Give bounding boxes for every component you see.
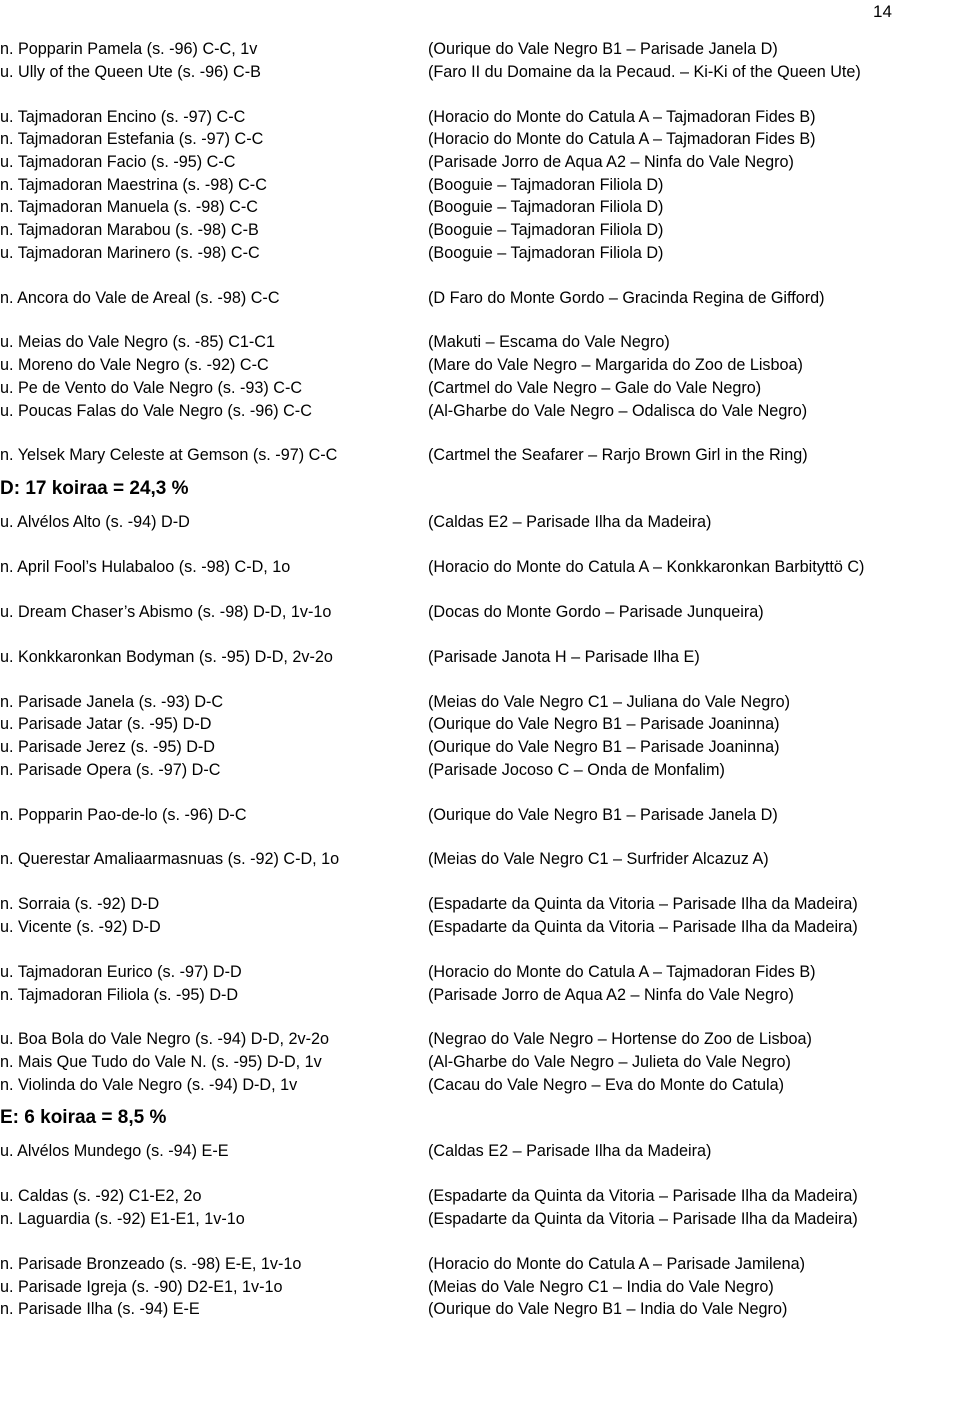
dog-name: n. Sorraia (s. -92) D-D <box>0 895 160 914</box>
dog-parents: (D Faro do Monte Gordo – Gracinda Regina de Gifford) <box>428 288 825 307</box>
dog-parents: (Horacio do Monte do Catula A – Parisade Jamilena) <box>428 1254 806 1273</box>
dog-entry <box>0 354 960 377</box>
group-heading: D: 17 koiraa = 24,3 % <box>0 478 189 500</box>
dog-parents: (Meias do Vale Negro C1 – Surfrider Alcazuz A) <box>428 850 769 869</box>
dog-name: u. Dream Chaser’s Abismo (s. -98) D-D, 1v-1o <box>0 602 332 621</box>
dog-entry <box>0 601 960 624</box>
dog-name: u. Alvélos Alto (s. -94) D-D <box>0 513 190 532</box>
dog-entry <box>0 759 960 782</box>
dog-name: u. Alvélos Mundego (s. -94) E-E <box>0 1142 229 1161</box>
spacer <box>0 422 960 444</box>
dog-entry <box>0 61 960 84</box>
dog-parents: (Booguie – Tajmadoran Filiola D) <box>428 175 664 194</box>
dog-parents: (Ourique do Vale Negro B1 – Parisade Joaninna) <box>428 737 780 756</box>
dog-name: n. Tajmadoran Filiola (s. -95) D-D <box>0 985 239 1004</box>
dog-parents: (Ourique do Vale Negro B1 – Parisade Janela D) <box>428 40 778 58</box>
dog-list <box>0 38 960 1321</box>
dog-name: n. Tajmadoran Manuela (s. -98) C-C <box>0 198 258 217</box>
dog-name: u. Boa Bola do Vale Negro (s. -94) D-D, 2v-2o <box>0 1030 329 1049</box>
spacer <box>0 826 960 848</box>
dog-parents: (Horacio do Monte do Catula A – Tajmadoran Fides B) <box>428 130 816 149</box>
dog-parents: (Docas do Monte Gordo – Parisade Junqueira) <box>428 602 764 621</box>
dog-entry <box>0 151 960 174</box>
spacer <box>0 534 960 556</box>
dog-name: n. Violinda do Vale Negro (s. -94) D-D, 1v <box>0 1075 298 1094</box>
dog-entry <box>0 646 960 669</box>
dog-parents: (Booguie – Tajmadoran Filiola D) <box>428 221 664 239</box>
dog-entry <box>0 848 960 871</box>
spacer <box>0 309 960 331</box>
dog-entry <box>0 1298 960 1321</box>
dog-name: n. Popparin Pao-de-lo (s. -96) D-C <box>0 805 247 824</box>
dog-parents: (Makuti – Escama do Vale Negro) <box>428 333 670 352</box>
dog-entry <box>0 1276 960 1299</box>
spacer <box>0 1163 960 1185</box>
dog-entry <box>0 1208 960 1231</box>
dog-entry <box>0 242 960 265</box>
dog-name: n. Tajmadoran Marabou (s. -98) C-B <box>0 221 259 239</box>
dog-entry <box>0 511 960 534</box>
dog-name: u. Tajmadoran Encino (s. -97) C-C <box>0 107 246 126</box>
dog-name: n. Parisade Opera (s. -97) D-C <box>0 760 221 779</box>
dog-parents: (Ourique do Vale Negro B1 – India do Vale Negro) <box>428 1300 788 1319</box>
spacer <box>0 624 960 646</box>
dog-entry <box>0 331 960 354</box>
dog-name: u. Vicente (s. -92) D-D <box>0 917 161 936</box>
dog-parents: (Al-Gharbe do Vale Negro – Odalisca do Vale Negro) <box>428 401 808 420</box>
dog-parents: (Parisade Jorro de Aqua A2 – Ninfa do Vale Negro) <box>428 985 794 1004</box>
dog-name: u. Poucas Falas do Vale Negro (s. -96) C-C <box>0 401 312 420</box>
dog-name: u. Tajmadoran Eurico (s. -97) D-D <box>0 962 242 981</box>
dog-parents: (Parisade Jocoso C – Onda de Monfalim) <box>428 760 725 779</box>
dog-name: u. Konkkaronkan Bodyman (s. -95) D-D, 2v-2o <box>0 647 333 666</box>
dog-name: u. Parisade Igreja (s. -90) D2-E1, 1v-1o <box>0 1277 283 1296</box>
dog-parents: (Booguie – Tajmadoran Filiola D) <box>428 198 664 217</box>
dog-entry <box>0 984 960 1007</box>
dog-entry <box>0 1185 960 1208</box>
dog-entry <box>0 691 960 714</box>
dog-entry <box>0 1028 960 1051</box>
dog-parents: (Faro II du Domaine da la Pecaud. – Ki-Ki of the Queen Ute) <box>428 62 861 81</box>
page-number: 14 <box>873 2 892 21</box>
dog-parents: (Espadarte da Quinta da Vitoria – Parisade Ilha da Madeira) <box>428 895 858 914</box>
dog-entry <box>0 736 960 759</box>
dog-parents: (Horacio do Monte do Catula A – Tajmadoran Fides B) <box>428 962 816 981</box>
dog-name: n. Tajmadoran Estefania (s. -97) C-C <box>0 130 264 149</box>
dog-entry <box>0 556 960 579</box>
dog-entry <box>0 1140 960 1163</box>
dog-entry <box>0 128 960 151</box>
dog-entry <box>0 38 960 61</box>
dog-entry <box>0 444 960 467</box>
dog-name: n. Laguardia (s. -92) E1-E1, 1v-1o <box>0 1210 245 1228</box>
dog-parents: (Espadarte da Quinta da Vitoria – Parisade Ilha da Madeira) <box>428 917 858 936</box>
dog-name: n. Yelsek Mary Celeste at Gemson (s. -97) C-C <box>0 446 338 465</box>
dog-name: u. Parisade Jatar (s. -95) D-D <box>0 715 212 734</box>
dog-parents: (Ourique do Vale Negro B1 – Parisade Janela D) <box>428 805 778 824</box>
dog-entry <box>0 219 960 242</box>
dog-entry <box>0 1074 960 1097</box>
dog-name: u. Parisade Jerez (s. -95) D-D <box>0 737 215 756</box>
dog-name: n. Parisade Ilha (s. -94) E-E <box>0 1300 200 1319</box>
dog-parents: (Parisade Janota H – Parisade Ilha E) <box>428 647 700 666</box>
dog-parents: (Ourique do Vale Negro B1 – Parisade Joaninna) <box>428 715 780 734</box>
spacer <box>0 1006 960 1028</box>
dog-parents: (Meias do Vale Negro C1 – India do Vale Negro) <box>428 1277 774 1296</box>
dog-parents: (Cartmel the Seafarer – Rarjo Brown Girl in the Ring) <box>428 446 808 465</box>
dog-parents: (Espadarte da Quinta da Vitoria – Parisade Ilha da Madeira) <box>428 1210 858 1228</box>
group-heading: E: 6 koiraa = 8,5 % <box>0 1107 167 1129</box>
dog-name: n. April Fool’s Hulabaloo (s. -98) C-D, 1o <box>0 557 291 576</box>
dog-name: u. Pe de Vento do Vale Negro (s. -93) C-C <box>0 378 303 397</box>
dog-entry <box>0 713 960 736</box>
dog-entry <box>0 1253 960 1276</box>
dog-entry <box>0 1051 960 1074</box>
dog-parents: (Cartmel do Vale Negro – Gale do Vale Negro) <box>428 378 762 397</box>
dog-entry <box>0 804 960 827</box>
dog-name: n. Tajmadoran Maestrina (s. -98) C-C <box>0 175 267 194</box>
dog-entry <box>0 377 960 400</box>
dog-parents: (Booguie – Tajmadoran Filiola D) <box>428 243 664 262</box>
dog-name: n. Parisade Bronzeado (s. -98) E-E, 1v-1o <box>0 1254 302 1273</box>
dog-entry <box>0 287 960 310</box>
dog-name: n. Ancora do Vale de Areal (s. -98) C-C <box>0 288 280 307</box>
dog-name: u. Tajmadoran Marinero (s. -98) C-C <box>0 243 260 262</box>
dog-name: n. Mais Que Tudo do Vale N. (s. -95) D-D, 1v <box>0 1053 322 1072</box>
dog-name: u. Tajmadoran Facio (s. -95) C-C <box>0 152 236 171</box>
dog-parents: (Espadarte da Quinta da Vitoria – Parisade Ilha da Madeira) <box>428 1187 858 1206</box>
dog-entry <box>0 893 960 916</box>
dog-name: u. Meias do Vale Negro (s. -85) C1-C1 <box>0 333 275 352</box>
dog-parents: (Mare do Vale Negro – Margarida do Zoo de Lisboa) <box>428 356 803 375</box>
spacer <box>0 668 960 690</box>
dog-name: u. Moreno do Vale Negro (s. -92) C-C <box>0 356 269 375</box>
dog-parents: (Cacau do Vale Negro – Eva do Monte do Catula) <box>428 1075 785 1094</box>
spacer <box>0 871 960 893</box>
spacer <box>0 939 960 961</box>
dog-entry <box>0 106 960 129</box>
dog-parents: (Caldas E2 – Parisade Ilha da Madeira) <box>428 513 712 532</box>
dog-parents: (Al-Gharbe do Vale Negro – Julieta do Vale Negro) <box>428 1053 791 1072</box>
spacer <box>0 264 960 286</box>
dog-parents: (Horacio do Monte do Catula A – Konkkaronkan Barbityttö C) <box>428 557 865 576</box>
spacer <box>0 781 960 803</box>
dog-entry <box>0 196 960 219</box>
dog-name: u. Ully of the Queen Ute (s. -96) C-B <box>0 62 261 81</box>
dog-entry <box>0 400 960 423</box>
spacer <box>0 83 960 105</box>
dog-name: n. Popparin Pamela (s. -96) C-C, 1v <box>0 40 258 58</box>
dog-name: u. Caldas (s. -92) C1-E2, 2o <box>0 1187 202 1206</box>
spacer <box>0 579 960 601</box>
dog-parents: (Negrao do Vale Negro – Hortense do Zoo de Lisboa) <box>428 1030 812 1049</box>
dog-name: n. Querestar Amaliaarmasnuas (s. -92) C-D, 1o <box>0 850 340 869</box>
dog-entry <box>0 961 960 984</box>
dog-parents: (Horacio do Monte do Catula A – Tajmadoran Fides B) <box>428 107 816 126</box>
dog-entry <box>0 916 960 939</box>
dog-name: n. Parisade Janela (s. -93) D-C <box>0 692 224 711</box>
dog-entry <box>0 174 960 197</box>
dog-parents: (Caldas E2 – Parisade Ilha da Madeira) <box>428 1142 712 1161</box>
dog-parents: (Parisade Jorro de Aqua A2 – Ninfa do Vale Negro) <box>428 152 794 171</box>
dog-parents: (Meias do Vale Negro C1 – Juliana do Vale Negro) <box>428 692 791 711</box>
spacer <box>0 1231 960 1253</box>
